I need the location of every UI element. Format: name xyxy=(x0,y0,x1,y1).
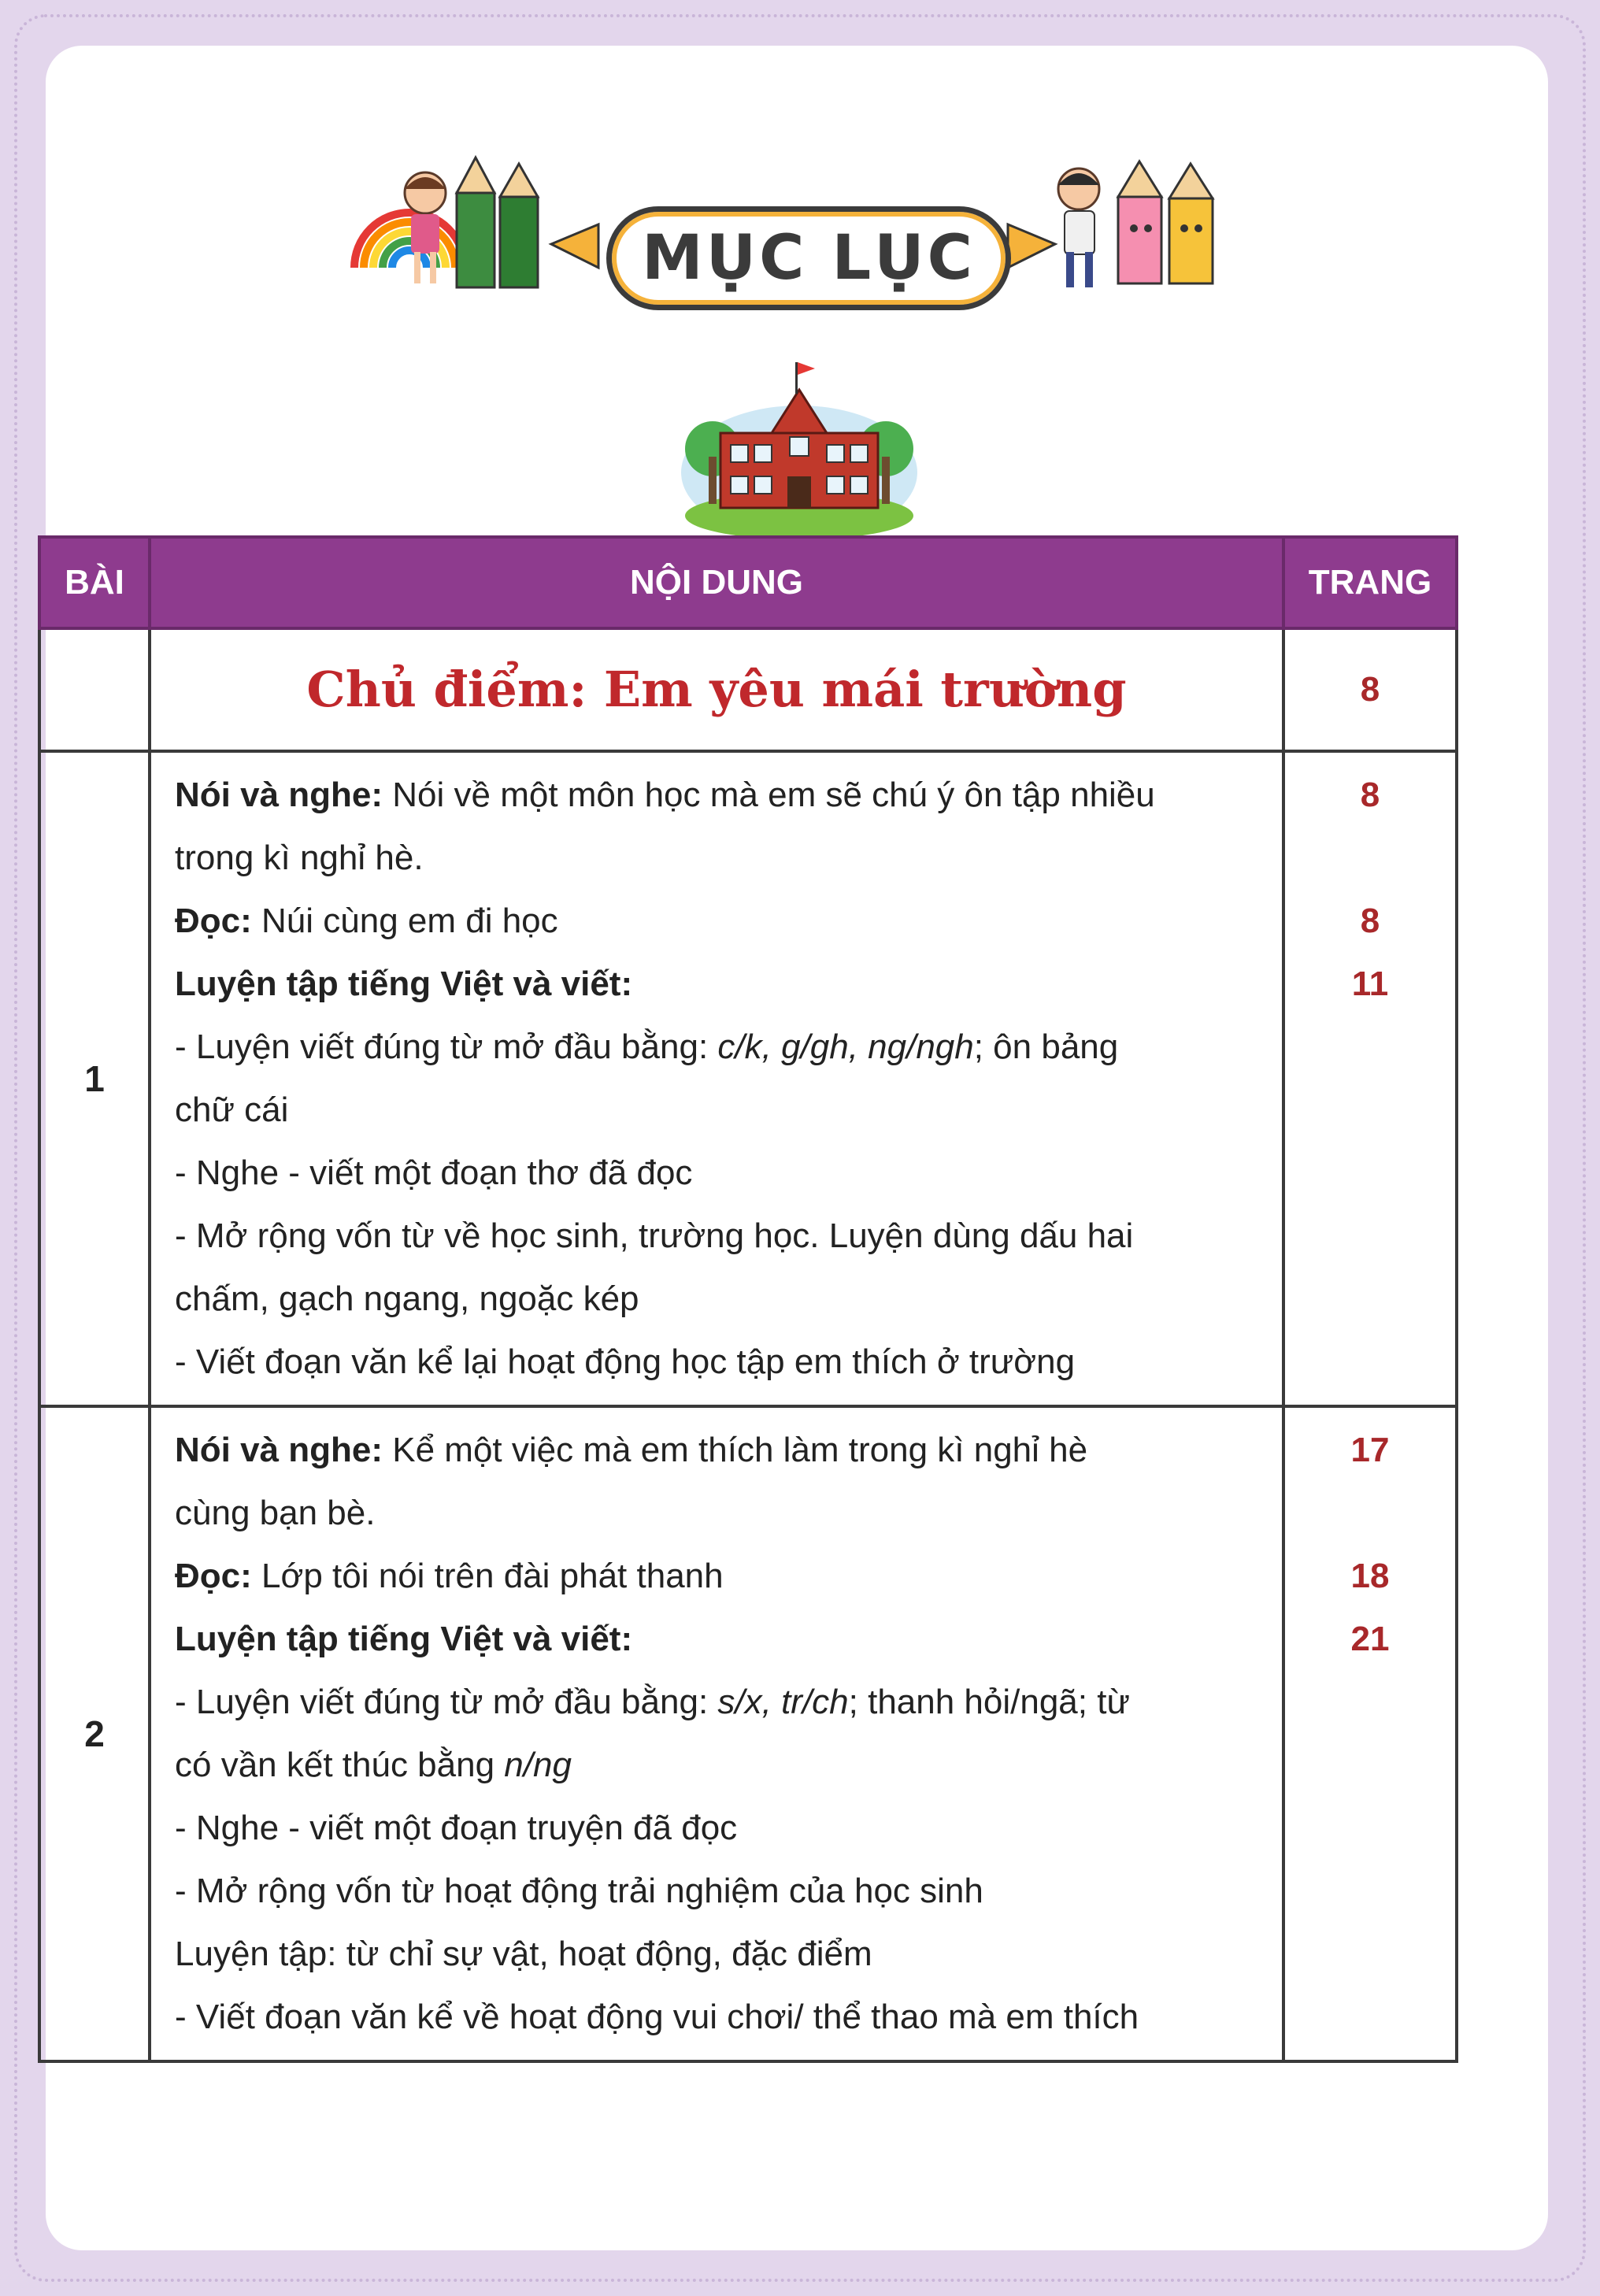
page-number xyxy=(1286,1331,1454,1394)
line-text: - Nghe - viết một đoạn truyện đã đọc xyxy=(175,1809,738,1847)
table-header xyxy=(39,537,1457,628)
content-line xyxy=(175,1142,1266,1205)
section-label: Nói và nghe: xyxy=(175,1431,383,1469)
content-line xyxy=(175,1734,1266,1797)
line-text: trong kì nghỉ hè. xyxy=(175,839,424,877)
content-line xyxy=(175,764,1266,827)
page-number xyxy=(1286,1671,1454,1734)
lesson-row xyxy=(39,1406,1457,2061)
line-text: Kể một việc mà em thích làm trong kì nghỉ hè xyxy=(383,1431,1088,1469)
section-label: Nói và nghe: xyxy=(175,776,383,814)
lesson-content xyxy=(150,751,1283,1406)
line-text: - Viết đoạn văn kể lại hoạt động học tập em thích ở trường xyxy=(175,1342,1076,1381)
theme-page: 8 xyxy=(1283,628,1457,751)
section-label: Luyện tập tiếng Việt và viết: xyxy=(175,1620,633,1658)
theme-bai-cell xyxy=(39,628,150,751)
line-tail: ; thanh hỏi/ngã; từ xyxy=(848,1683,1130,1721)
line-text: - Nghe - viết một đoạn thơ đã đọc xyxy=(175,1154,693,1192)
content-line xyxy=(175,1671,1266,1734)
line-text: Lớp tôi nói trên đài phát thanh xyxy=(251,1557,724,1595)
title-banner xyxy=(346,150,1260,307)
line-tail: ; ôn bảng xyxy=(973,1028,1119,1066)
content-line xyxy=(175,1331,1266,1394)
line-text: - Mở rộng vốn từ về học sinh, trường học. Luyện dùng dấu hai xyxy=(175,1217,1134,1255)
line-text: - Viết đoạn văn kể về hoạt động vui chơi/ thể thao mà em thích xyxy=(175,1998,1139,2036)
page-number xyxy=(1286,1016,1454,1079)
line-text: Luyện tập: từ chỉ sự vật, hoạt động, đặc điểm xyxy=(175,1935,872,1973)
line-italic: c/k, g/gh, ng/ngh xyxy=(717,1028,974,1066)
theme-row xyxy=(39,628,1457,751)
lesson-pages xyxy=(1283,751,1457,1406)
section-label: Đọc: xyxy=(175,1557,252,1595)
content-line xyxy=(175,1205,1266,1268)
content-line xyxy=(175,890,1266,953)
lesson-pages xyxy=(1283,1406,1457,2061)
page-number: 17 xyxy=(1350,1431,1390,1469)
line-text: cùng bạn bè. xyxy=(175,1494,376,1532)
header-bai: BÀI xyxy=(39,537,150,628)
content-line xyxy=(175,1268,1266,1331)
content-line xyxy=(175,1608,1266,1671)
line-italic: n/ng xyxy=(504,1746,572,1784)
line-text: - Mở rộng vốn từ hoạt động trải nghiệm của học sinh xyxy=(175,1872,983,1910)
page-number xyxy=(1286,1268,1454,1331)
line-text: - Luyện viết đúng từ mở đầu bằng: xyxy=(175,1028,718,1066)
page-number: 8 xyxy=(1360,776,1380,814)
content-line xyxy=(175,1545,1266,1608)
page-title: MỤC LỤC xyxy=(642,223,976,294)
content-line xyxy=(175,1986,1266,2049)
content-line xyxy=(175,1016,1266,1079)
header-trang: TRANG xyxy=(1283,537,1457,628)
content-line xyxy=(175,827,1266,890)
line-text: - Luyện viết đúng từ mở đầu bằng: xyxy=(175,1683,718,1721)
content-line xyxy=(175,1797,1266,1860)
line-text: Núi cùng em đi học xyxy=(251,902,558,940)
page-number xyxy=(1286,1482,1454,1545)
page-number xyxy=(1286,827,1454,890)
page-number: 11 xyxy=(1351,965,1389,1003)
page-number xyxy=(1286,1923,1454,1986)
page-number xyxy=(1286,1734,1454,1797)
toc-table xyxy=(38,535,1455,2063)
lesson-content xyxy=(150,1406,1283,2061)
page-number: 18 xyxy=(1350,1557,1390,1595)
header-noidung: NỘI DUNG xyxy=(150,537,1283,628)
content-line xyxy=(175,953,1266,1016)
lesson-number: 2 xyxy=(39,1406,150,2061)
page-number xyxy=(1286,1797,1454,1860)
line-text: chấm, gạch ngang, ngoặc kép xyxy=(175,1279,639,1318)
theme-label: Chủ điểm: Em yêu mái trường xyxy=(150,628,1283,751)
page-number xyxy=(1286,1860,1454,1923)
page-number xyxy=(1286,1205,1454,1268)
content-line xyxy=(175,1079,1266,1142)
section-label: Luyện tập tiếng Việt và viết: xyxy=(175,965,633,1003)
line-italic: s/x, tr/ch xyxy=(717,1683,849,1721)
content-line xyxy=(175,1482,1266,1545)
content-line xyxy=(175,1860,1266,1923)
page-number xyxy=(1286,1142,1454,1205)
line-text: có vần kết thúc bằng xyxy=(175,1746,505,1784)
title-pill xyxy=(606,206,1011,310)
line-text: chữ cái xyxy=(175,1091,289,1129)
page-number xyxy=(1286,1079,1454,1142)
section-label: Đọc: xyxy=(175,902,252,940)
page-number xyxy=(1286,1986,1454,2049)
page-number: 21 xyxy=(1350,1620,1390,1658)
content-line xyxy=(175,1923,1266,1986)
lesson-row xyxy=(39,751,1457,1406)
lesson-number: 1 xyxy=(39,751,150,1406)
line-text: Nói về một môn học mà em sẽ chú ý ôn tập nhiều xyxy=(383,776,1155,814)
page-number: 8 xyxy=(1360,902,1380,940)
school-building-icon xyxy=(677,346,921,543)
content-line xyxy=(175,1419,1266,1482)
